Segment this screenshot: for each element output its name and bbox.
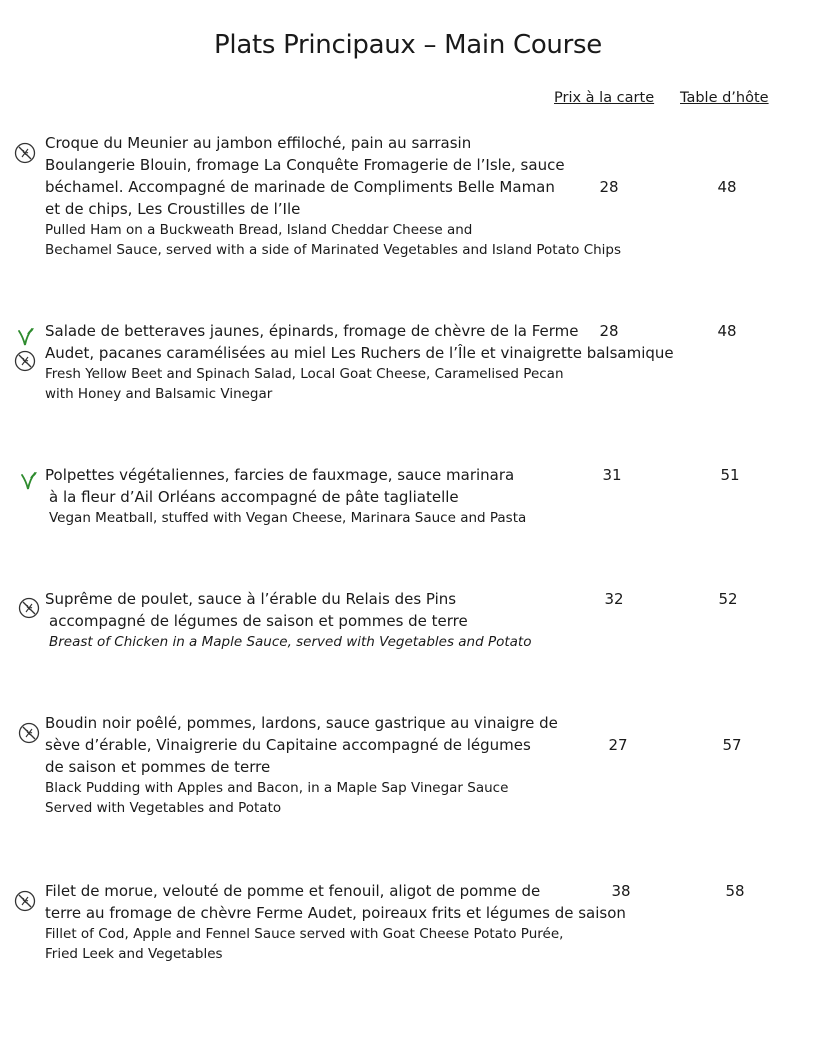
price-table-hote: 48 [717, 322, 737, 340]
price-a-la-carte: 31 [602, 466, 622, 484]
dish-description-en: Pulled Ham on a Buckweath Bread, Island Cheddar Cheese and [45, 222, 473, 238]
no-gluten-icon [14, 890, 36, 912]
price-a-la-carte: 28 [599, 178, 619, 196]
dish-description-en: Fillet of Cod, Apple and Fennel Sauce served with Goat Cheese Potato Purée, [45, 926, 564, 942]
no-gluten-icon [14, 350, 36, 372]
price-a-la-carte: 38 [611, 882, 631, 900]
vegan-leaf-icon [17, 469, 39, 491]
price-table-hote: 51 [720, 466, 740, 484]
vegan-leaf-icon [14, 325, 36, 347]
dish-name-fr: Polpettes végétaliennes, farcies de fauxmage, sauce marinara [45, 466, 515, 484]
dish-name-fr: Boudin noir poêlé, pommes, lardons, sauce gastrique au vinaigre de [45, 714, 558, 732]
dish-name-fr: Salade de betteraves jaunes, épinards, fromage de chèvre de la Ferme [45, 322, 579, 340]
no-gluten-icon [18, 722, 40, 744]
no-gluten-icon [18, 597, 40, 619]
dish-description-en: with Honey and Balsamic Vinegar [45, 386, 273, 402]
dish-name-fr: Boulangerie Blouin, fromage La Conquête Fromagerie de l’Isle, sauce [45, 156, 565, 174]
page-title: Plats Principaux – Main Course [214, 30, 602, 60]
dish-name-fr: de saison et pommes de terre [45, 758, 271, 776]
column-header-a-la-carte: Prix à la carte [554, 90, 655, 106]
dish-name-fr: à la fleur d’Ail Orléans accompagné de pâte tagliatelle [49, 488, 459, 506]
dish-name-fr: sève d’érable, Vinaigrerie du Capitaine accompagné de légumes [45, 736, 531, 754]
price-a-la-carte: 32 [604, 590, 624, 608]
dish-description-en: Bechamel Sauce, served with a side of Marinated Vegetables and Island Potato Chips [45, 242, 622, 258]
dish-description-en: Vegan Meatball, stuffed with Vegan Cheese, Marinara Sauce and Pasta [49, 510, 527, 526]
dish-name-fr: Audet, pacanes caramélisées au miel Les Ruchers de l’Île et vinaigrette balsamique [45, 344, 674, 362]
dish-name-fr: Filet de morue, velouté de pomme et fenouil, aligot de pomme de [45, 882, 541, 900]
dish-name-fr: Suprême de poulet, sauce à l’érable du Relais des Pins [45, 590, 457, 608]
dish-description-en: Fresh Yellow Beet and Spinach Salad, Local Goat Cheese, Caramelised Pecan [45, 366, 564, 382]
dish-name-fr: accompagné de légumes de saison et pommes de terre [49, 612, 468, 630]
price-table-hote: 57 [722, 736, 742, 754]
price-table-hote: 58 [725, 882, 745, 900]
price-a-la-carte: 28 [599, 322, 619, 340]
dish-name-fr: et de chips, Les Croustilles de l’Ile [45, 200, 301, 218]
dish-description-en: Served with Vegetables and Potato [45, 800, 282, 816]
dish-name-fr: Croque du Meunier au jambon effiloché, pain au sarrasin [45, 134, 472, 152]
column-header-table-hote: Table d’hôte [680, 90, 769, 106]
dish-description-en: Black Pudding with Apples and Bacon, in a Maple Sap Vinegar Sauce [45, 780, 509, 796]
price-a-la-carte: 27 [608, 736, 628, 754]
price-table-hote: 48 [717, 178, 737, 196]
no-gluten-icon [14, 142, 36, 164]
dish-name-fr: terre au fromage de chèvre Ferme Audet, poireaux frits et légumes de saison [45, 904, 626, 922]
dish-name-fr: béchamel. Accompagné de marinade de Compliments Belle Maman [45, 178, 555, 196]
price-table-hote: 52 [718, 590, 738, 608]
dish-description-en: Fried Leek and Vegetables [45, 946, 223, 962]
dish-description-en: Breast of Chicken in a Maple Sauce, served with Vegetables and Potato [49, 634, 532, 650]
